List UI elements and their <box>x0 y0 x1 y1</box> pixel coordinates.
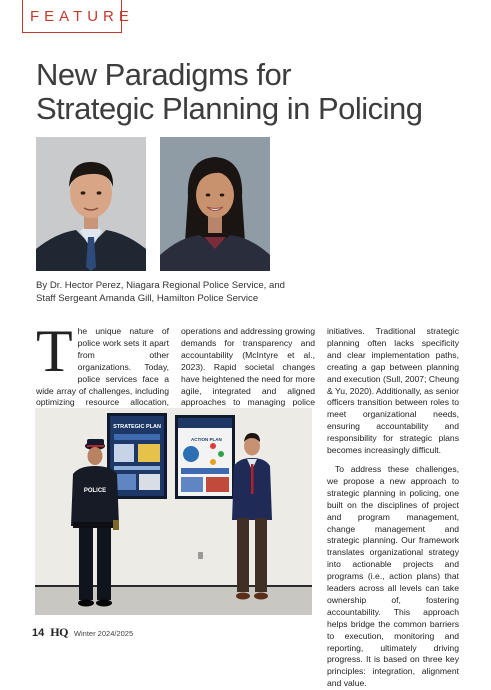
article-column-3 <box>327 326 459 690</box>
column-1-text: he unique nature of police work sets it apart from other organizations. Today, police services face a wide array of challenges, including optimizing resource allocation, <box>36 326 169 408</box>
author-photo-gill <box>160 137 270 271</box>
hq-logo: HQ <box>50 625 68 639</box>
main-photo <box>35 408 312 615</box>
page-footer <box>32 625 133 643</box>
byline-line-2: Staff Sergeant Amanda Gill, Hamilton Police Service <box>36 293 259 304</box>
article-column-1 <box>36 318 169 421</box>
column-3-paragraph-1: initiatives. Traditional strategic planning often lacks specificity and clear implementation paths, creating a gap between planning and execution (Sull, 2007; Cheung & Yu, 2020). Additionally, as senior officers transition between roles to meet organizational needs, ensuring accountability and responsibility for strategic plans becomes increasingly difficult. <box>327 326 460 456</box>
drop-cap: T <box>36 318 73 384</box>
byline <box>36 279 296 305</box>
title-line-2: Strategic Planning in Policing <box>36 91 423 126</box>
title-line-1: New Paradigms for <box>36 57 292 92</box>
article-title <box>36 58 466 126</box>
poster-right-title: ACTION PLAN <box>191 437 222 442</box>
column-3-paragraph-2: To address these challenges, we propose a new approach to strategic planning in policing, one built on the disciplines of project and program management, change management and strategic planning. Our framework translates organizational strategy into actionable projects and programs (i.e., action plans) that leaders across all levels can take ownership of, fostering accountability. This approach helps bridge the common barriers to execution, monitoring and reporting, ultimately driving progress. It is based on three key principles: integration, alignment and value. <box>327 463 459 689</box>
vest-label: POLICE <box>83 488 107 494</box>
byline-line-1: By Dr. Hector Perez, Niagara Regional Police Service, and <box>36 280 286 291</box>
action-plan-poster <box>175 415 235 499</box>
article-column-2 <box>181 326 315 421</box>
section-tag: FEATURE <box>22 0 122 33</box>
issue-label: Winter 2024/2025 <box>73 629 134 638</box>
column-2-text: operations and addressing growing demands for transparency and accountability (McIntyre et al., 2023). Rapid societal changes have heightened the need for more agile, integrated and aligned approaches to managing police <box>181 326 315 408</box>
poster-left-title: STRATEGIC PLAN <box>113 424 161 430</box>
page-number: 14 <box>32 627 45 639</box>
author-photo-perez <box>36 137 146 271</box>
